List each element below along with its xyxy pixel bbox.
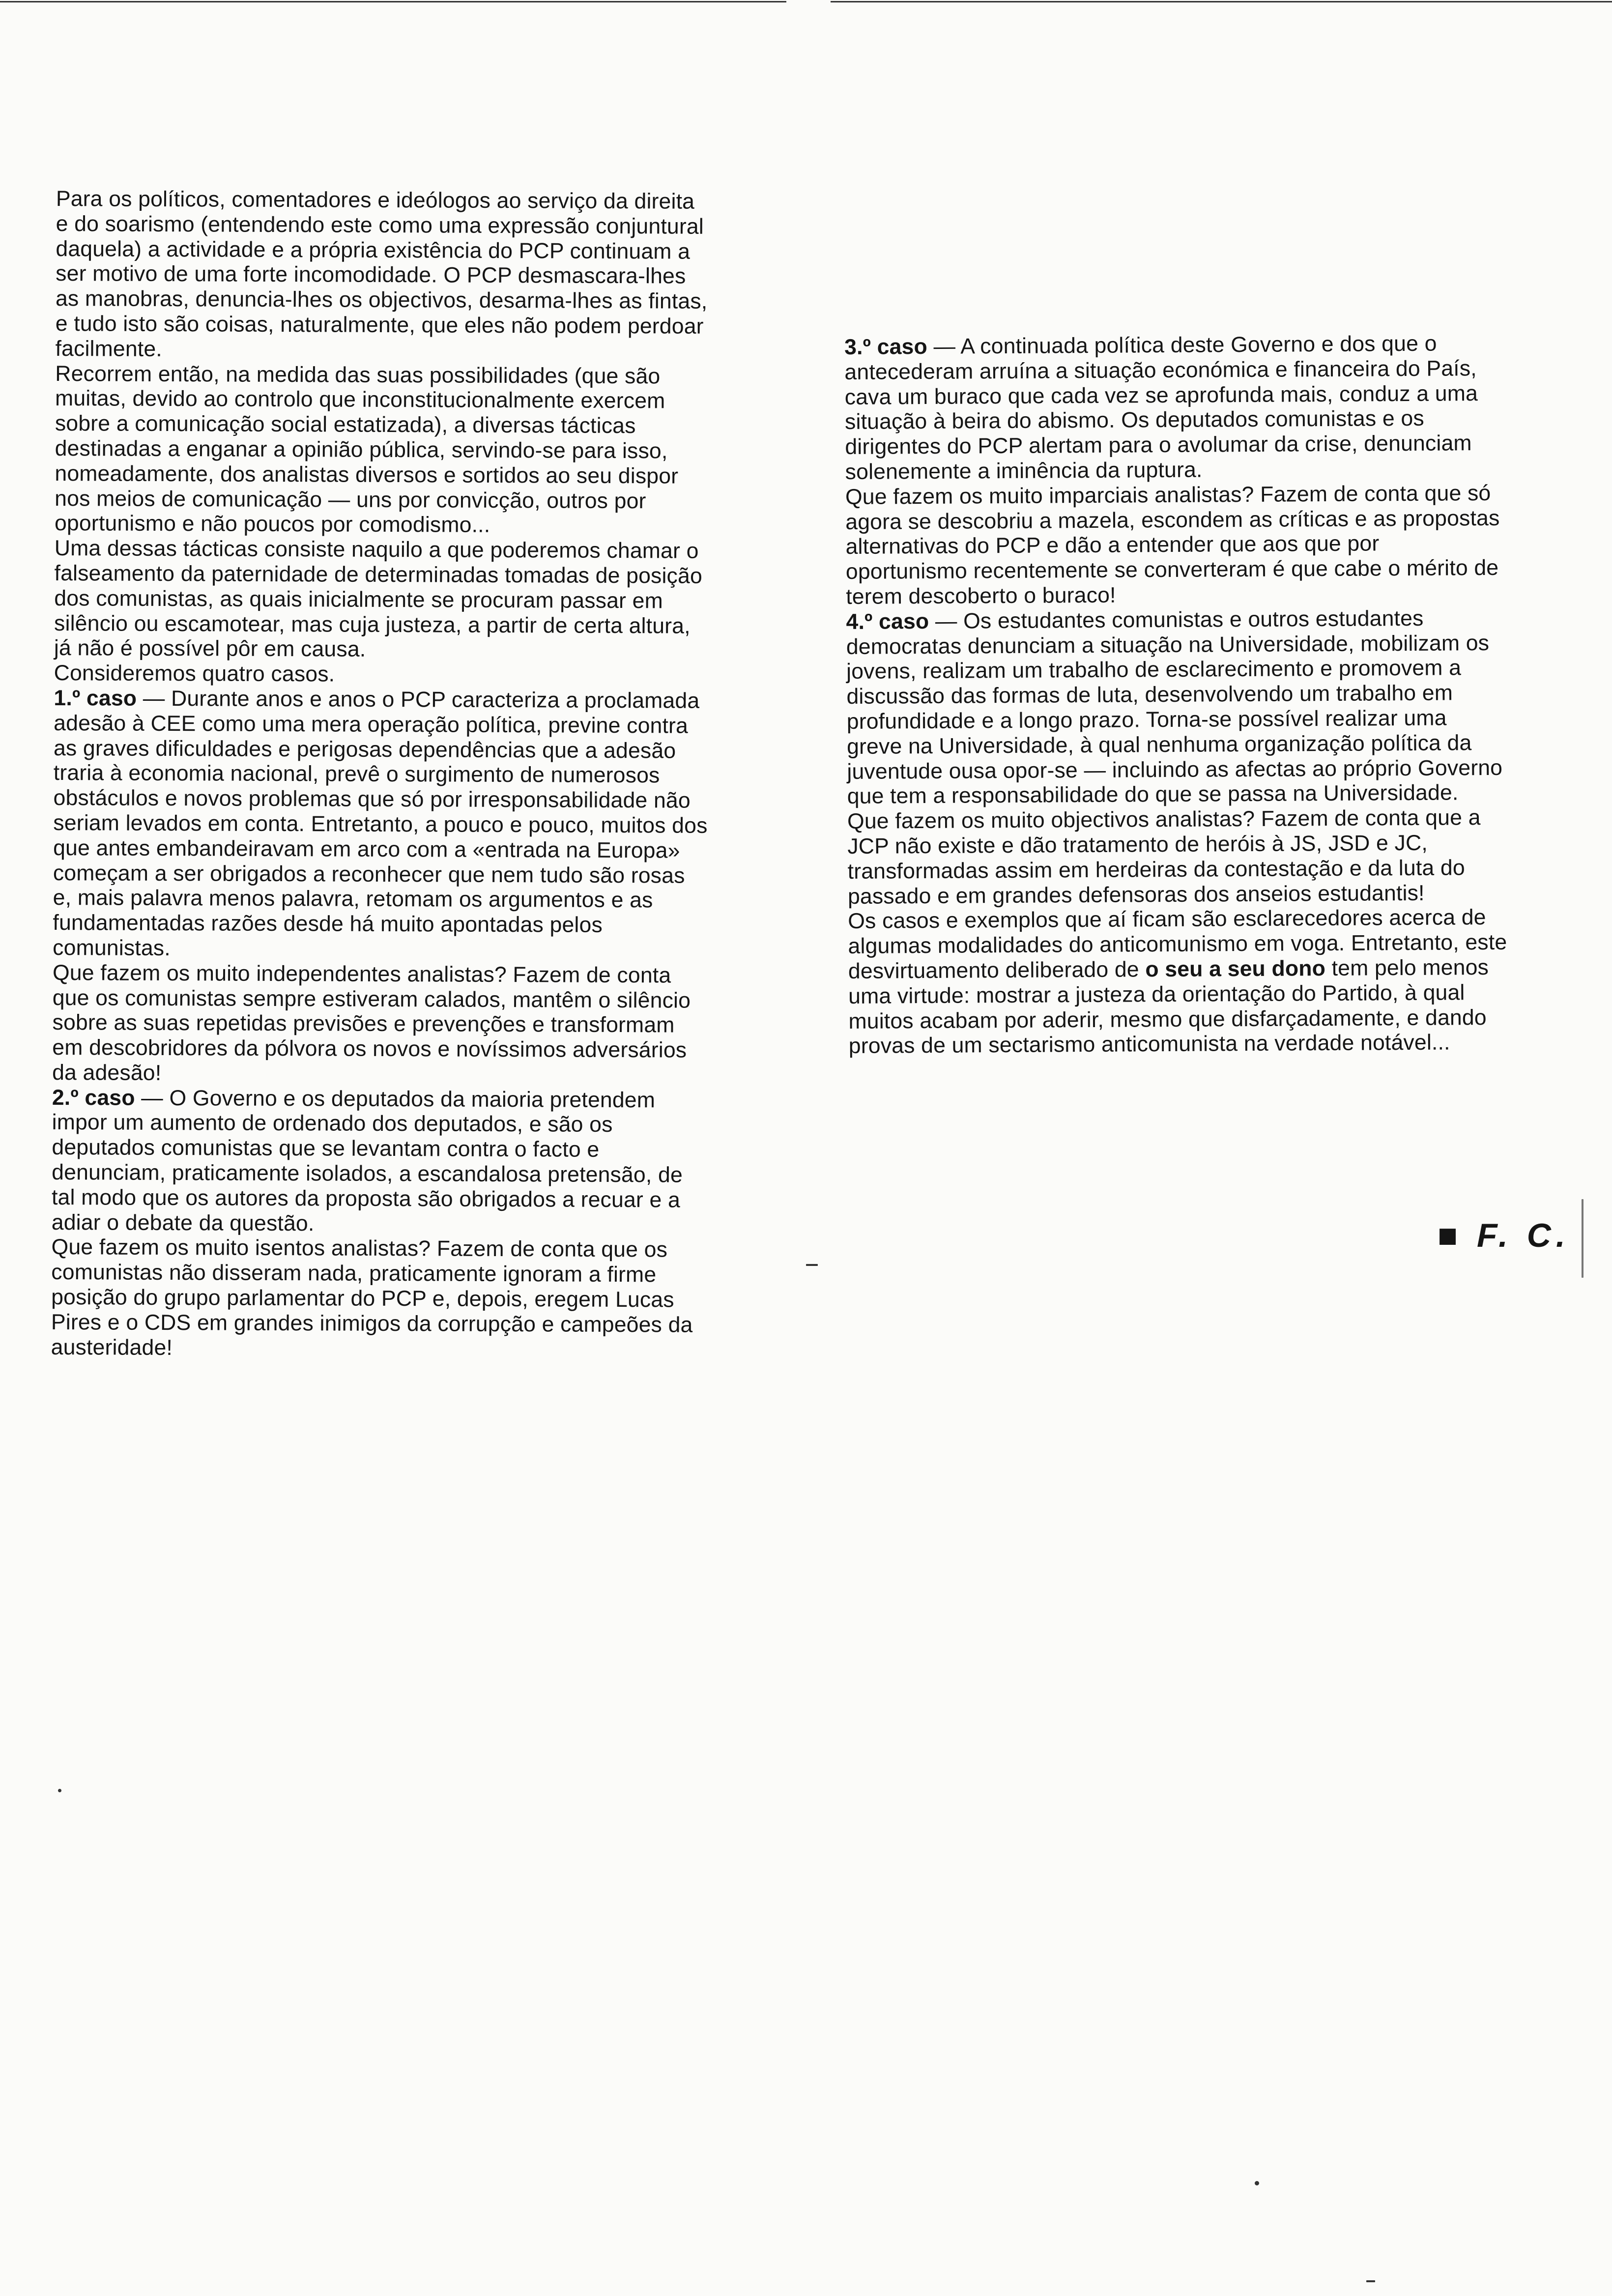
case-1-paragraph bbox=[53, 686, 806, 964]
scan-edge-mark bbox=[1582, 1199, 1583, 1278]
article-column-right bbox=[844, 331, 1593, 1059]
case-3-question: Que fazem os muito imparciais analistas? Fazem de conta que só agora se descobriu a mazela, escondem as críticas e as propostas alternativas do PCP e dão a entender que aos que por oportunismo recentemente se converteram é que cabe o mérito de terem descoberto o buraco! bbox=[845, 481, 1500, 609]
case-2-label: 2.º caso bbox=[52, 1085, 135, 1110]
case-4-label: 4.º caso bbox=[846, 609, 929, 634]
case-1-label: 1.º caso bbox=[54, 686, 137, 711]
closing-text-b: tem pelo menos uma virtude: mostrar a justeza da orientação do Partido, à qual muitos acabam por aderir, mesmo que disfarçadamente, e dando provas de um sectarismo anticomunista na verdade notável... bbox=[848, 955, 1489, 1059]
intro-paragraph: Para os políticos, comentadores e ideólogos ao serviço da direita e do soarismo (entendendo este como uma expressão conjuntural daquela) a actividade e a própria existência do PCP continuam a ser motivo de uma forte incomodidade. O PCP desmascara-lhes as manobras, denuncia-lhes os objectivos, desarma-lhes as fintas, e tudo isto são coisas, naturalmente, que eles não podem perdoar facilmente. bbox=[55, 187, 708, 361]
case-4-paragraph bbox=[846, 605, 1591, 810]
closing-text-a: Os casos e exemplos que aí ficam são esclarecedores acerca de algumas modalidades do anticomunismo em voga. Entretanto, este desvirtuamento deliberado de bbox=[848, 905, 1507, 983]
scan-speck bbox=[58, 1789, 61, 1792]
scan-speck bbox=[1255, 2181, 1259, 2185]
author-signature: ■ F. C. bbox=[1438, 1217, 1570, 1254]
closing-emphasis: o seu a seu dono bbox=[1145, 956, 1326, 982]
falsification-paragraph: Uma dessas tácticas consiste naquilo a que poderemos chamar o falseamento da paternidade de determinadas tomadas de posição dos comunistas, as quais inicialmente se procuram passar em silêncio ou escamotear, mas cuja justeza, a partir de certa altura, já não é possível pôr em causa. bbox=[54, 536, 703, 662]
case-4-text: — Os estudantes comunistas e outros estudantes democratas denunciam a situação na Universidade, mobilizam os jovens, realizam um trabalho de esclarecimento e promovem a discussão das formas de luta, desenvolvendo um trabalho em profundidade e a longo prazo. Torna-se possível realizar uma greve na Universidade, à qual nenhuma organização política da juventude ousa opor-se — incluindo as afectas ao próprio Governo que tem a responsabilidade do que se passa na Universidade. bbox=[846, 606, 1503, 809]
four-cases-paragraph: Consideremos quatro casos. bbox=[54, 661, 335, 687]
case-2-question: Que fazem os muito isentos analistas? Fazem de conta que os comunistas não disseram nada, praticamente ignoram a firme posição do grupo parlamentar do PCP e, depois, eregem Lucas Pires e o CDS em grandes inimigos da corrupção e campeões da austeridade! bbox=[51, 1235, 693, 1360]
article-column-left bbox=[51, 187, 808, 1363]
top-border-line-left bbox=[0, 1, 786, 2]
closing-paragraph bbox=[848, 905, 1593, 1059]
scan-speck bbox=[1366, 2280, 1375, 2282]
case-3-label: 3.º caso bbox=[844, 334, 928, 359]
case-3-paragraph bbox=[844, 331, 1590, 485]
scan-speck bbox=[806, 1264, 818, 1266]
case-2-text: — O Governo e os deputados da maioria pretendem impor um aumento de ordenado dos deputados, e são os deputados comunistas que se levantam contra o facto e denunciam, praticamente isolados, a escandalosa pretensão, de tal modo que os autores da proposta são obrigados a recuar e a adiar o debate da questão. bbox=[51, 1086, 683, 1235]
case-4-question: Que fazem os muito objectivos analistas? Fazem de conta que a JCP não existe e dão tratamento de heróis à JS, JSD e JC, transformadas assim em herdeiras da contestação e da luta do passado e em grandes defensoras dos anseios estudantis! bbox=[847, 805, 1481, 909]
case-1-question: Que fazem os muito independentes analistas? Fazem de conta que os comunistas sempre estiveram calados, mantêm o silêncio sobre as suas repetidas previsões e prevenções e transformam em descobridores da pólvora os novos e novíssimos adversários da adesão! bbox=[52, 960, 691, 1085]
case-2-paragraph bbox=[52, 1086, 804, 1238]
tactics-paragraph: Recorrem então, na medida das suas possibilidades (que são muitas, devido ao controlo que inconstitucionalmente exercem sobre a comunicação social estatizada), a diversas tácticas destinadas a enganar a opinião pública, servindo-se para isso, nomeadamente, dos analistas diversos e sortidos ao seu dispor nos meios de comunicação — uns por convicção, outros por oportunismo e não poucos por comodismo... bbox=[54, 361, 679, 538]
top-border-line-right bbox=[831, 1, 1612, 2]
case-1-text: — Durante anos e anos o PCP caracteriza a proclamada adesão à CEE como uma mera operação política, previne contra as graves dificuldades e perigosas dependências que a adesão traria à economia nacional, prevê o surgimento de numerosos obstáculos e novos problemas que só por irresponsabilidade não seriam levados em conta. Entretanto, a pouco e pouco, muitos dos que antes embandeiravam em arco com a «entrada na Europa» começam a ser obrigados a reconhecer que nem tudo são rosas e, mais palavra menos palavra, retomam os argumentos e as fundamentadas razões desde há muito apontadas pelos comunistas. bbox=[53, 686, 708, 960]
case-3-text: — A continuada política deste Governo e dos que o antecederam arruína a situação económica e financeira do País, cava um buraco que cada vez se aprofunda mais, conduz a uma situação à beira do abismo. Os deputados comunistas e os dirigentes do PCP alertam para o avolumar da crise, denunciam solenemente a iminência da ruptura. bbox=[844, 331, 1478, 484]
